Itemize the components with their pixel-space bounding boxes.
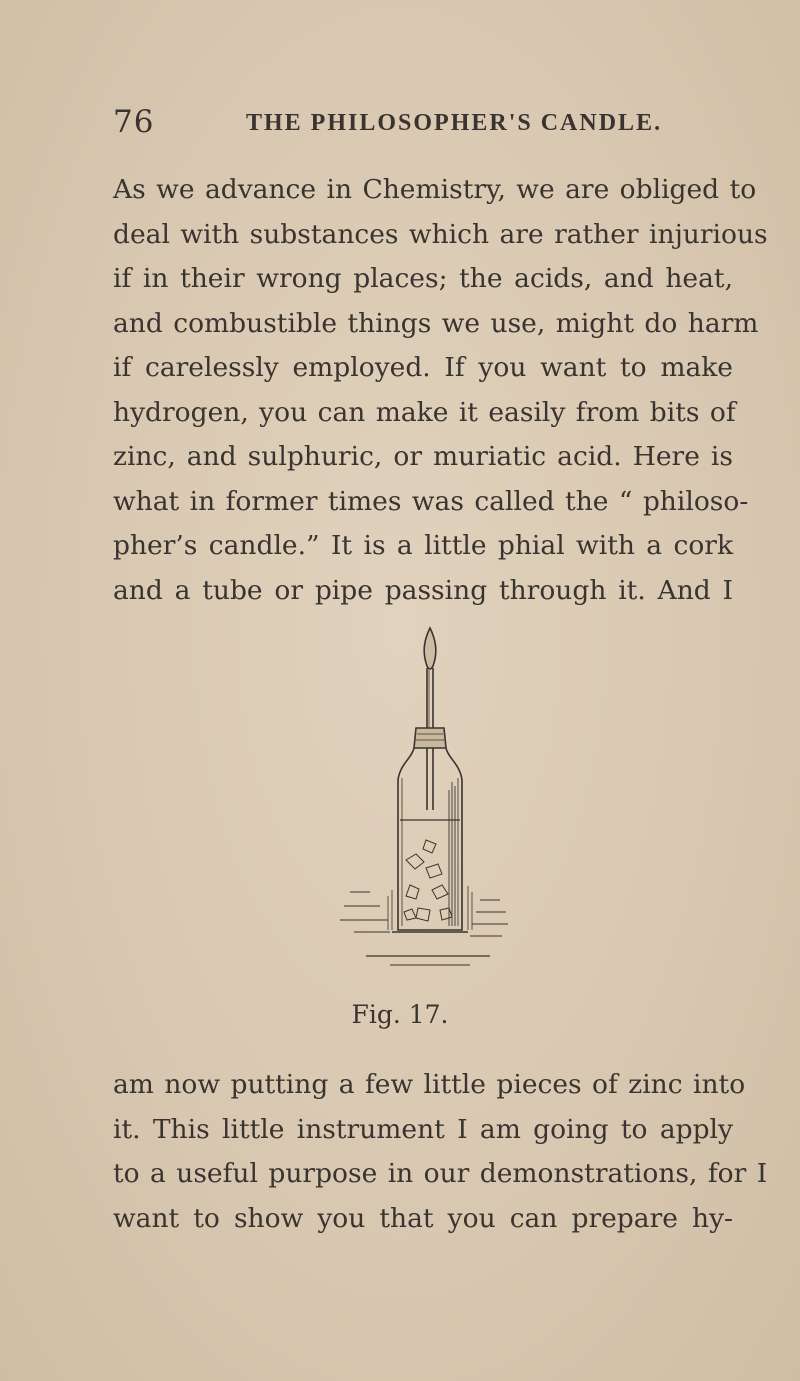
page-number: 76 (113, 104, 155, 140)
text-line: it. This little instrument I am going to apply (113, 1113, 733, 1145)
text-line: deal with substances which are rather injurious (113, 218, 768, 250)
text-line: want to show you that you can prepare hy- (113, 1202, 733, 1234)
text-line: if carelessly employed. If you want to make (113, 352, 733, 383)
philosophers-candle-illustration (330, 610, 530, 990)
cork-icon (414, 728, 446, 748)
text-line: to a useful purpose in our demonstrations, for I (113, 1158, 768, 1189)
flame-icon (424, 628, 436, 669)
text-line: zinc, and sulphuric, or muriatic acid. Here is (113, 441, 733, 472)
text-line: As we advance in Chemistry, we are obliged to (113, 174, 757, 205)
text-line: if in their wrong places; the acids, and heat, (113, 263, 733, 294)
running-title: THE PHILOSOPHER'S CANDLE. (246, 110, 663, 136)
text-line: hydrogen, you can make it easily from bits of (113, 396, 736, 428)
text-line: and a tube or pipe passing through it. And I (113, 574, 733, 606)
text-line: and combustible things we use, might do harm (113, 307, 759, 339)
text-line: am now putting a few little pieces of zinc into (113, 1069, 746, 1100)
figure-caption: Fig. 17. (351, 1000, 449, 1029)
text-line: pher’s candle.” It is a little phial with a cork (113, 530, 733, 561)
paragraph-2 (113, 1063, 768, 1241)
page-header (113, 104, 733, 144)
paragraph-1 (113, 168, 768, 613)
text-line: what in former times was called the “ philoso- (113, 485, 749, 517)
